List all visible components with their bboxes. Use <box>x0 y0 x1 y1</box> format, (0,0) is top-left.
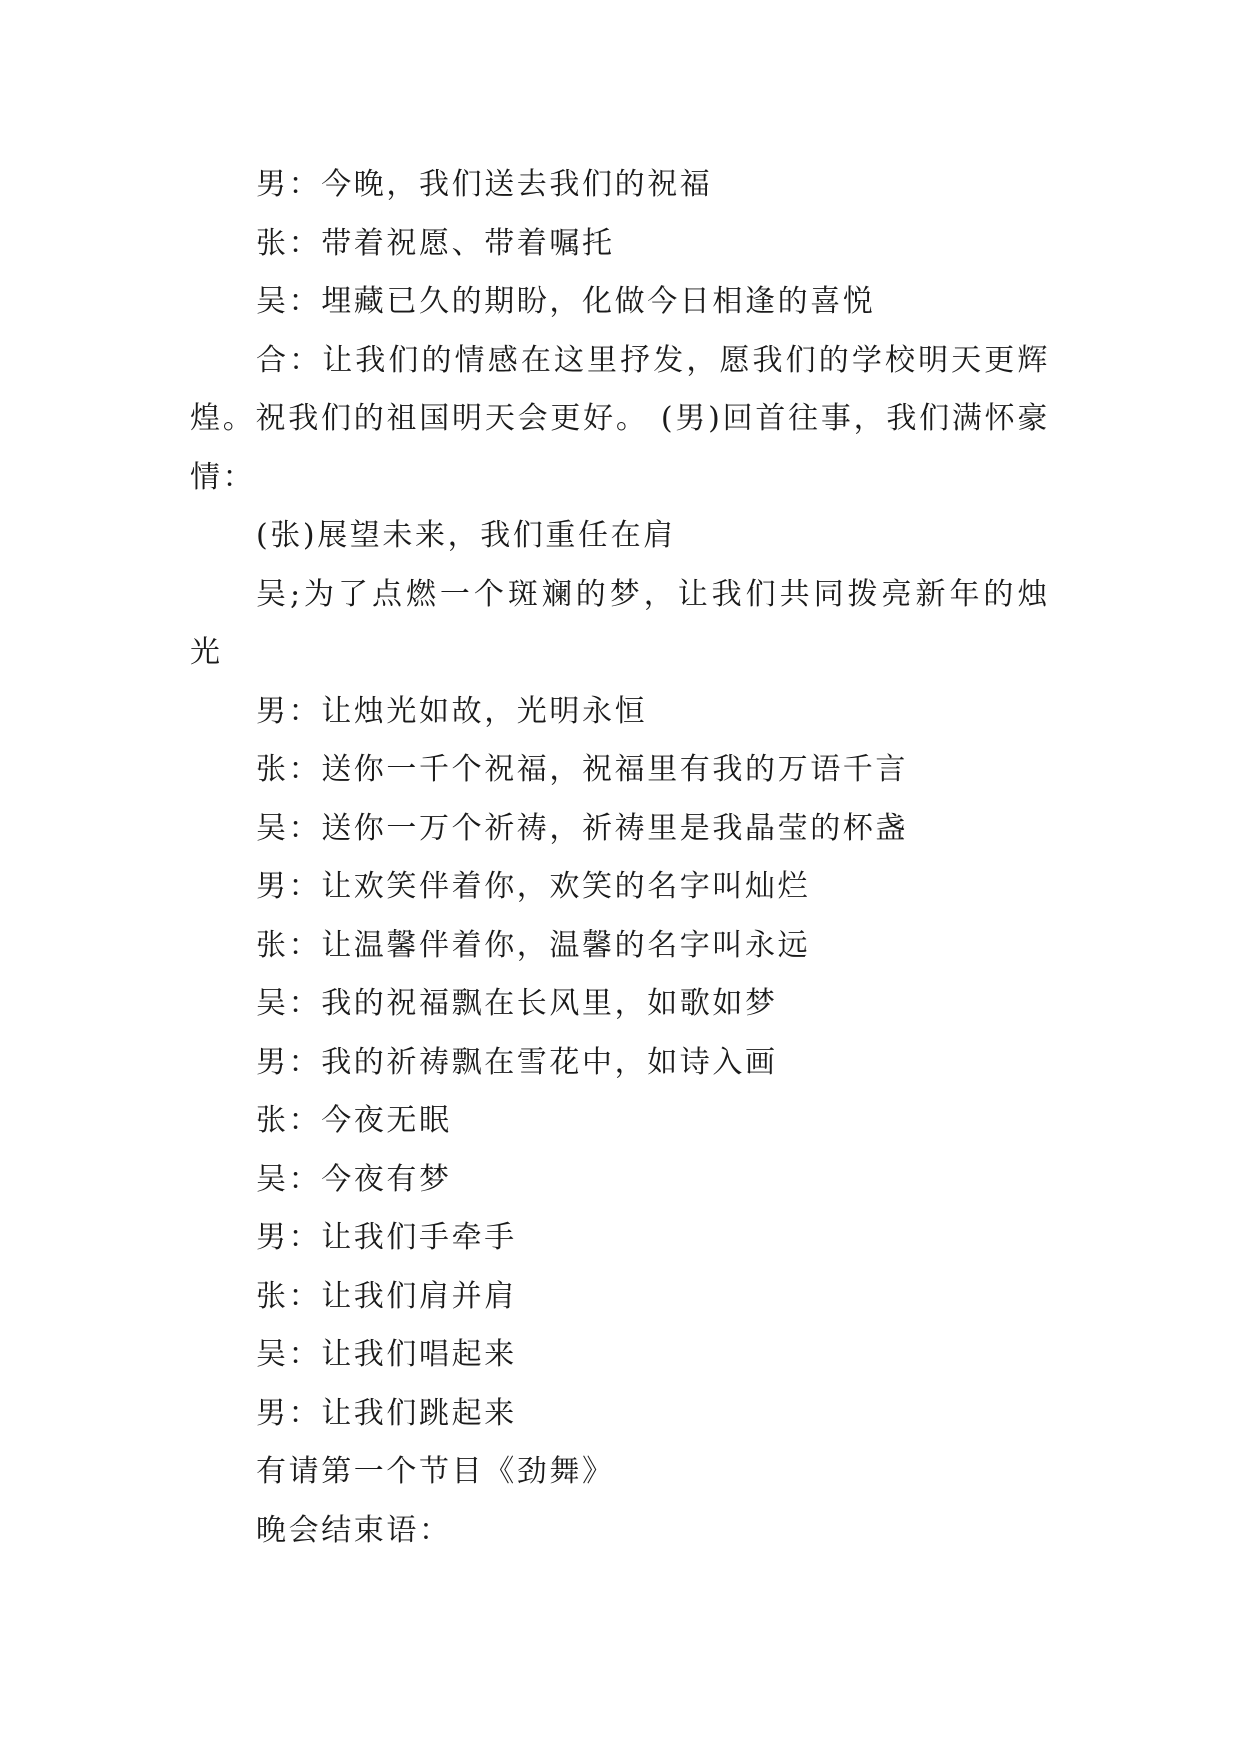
document-body <box>190 156 1050 1560</box>
paragraph: 晚会结束语： <box>256 1512 452 1548</box>
paragraph: 男：让我们手牵手 <box>256 1220 517 1255</box>
paragraph: 男：让欢笑伴着你，欢笑的名字叫灿烂 <box>256 869 811 904</box>
paragraph: 吴：埋藏已久的期盼，化做今日相逢的喜悦 <box>256 284 876 319</box>
paragraph: 男：让我们跳起来 <box>256 1395 517 1431</box>
paragraph: 张：让我们肩并肩 <box>256 1278 517 1314</box>
paragraph: 男：今晚，我们送去我们的祝福 <box>256 167 713 202</box>
paragraph: 吴：送你一万个祈祷，祈祷里是我晶莹的杯盏 <box>256 810 908 846</box>
paragraph: 男：让烛光如故，光明永恒 <box>256 693 648 729</box>
paragraph: 张：送你一千个祝福，祝福里有我的万语千言 <box>256 752 908 787</box>
paragraph: 张：今夜无眠 <box>256 1103 452 1138</box>
paragraph: 张：带着祝愿、带着嘱托 <box>256 225 615 261</box>
paragraph: 合：让我们的情感在这里抒发，愿我们的学校明天更辉煌。祝我们的祖国明天会更好。 (男)回首往事，我们满怀豪情： <box>190 342 1050 495</box>
paragraph: (张)展望未来，我们重任在肩 <box>256 518 676 553</box>
paragraph: 吴：让我们唱起来 <box>256 1337 517 1372</box>
paragraph: 男：我的祈祷飘在雪花中，如诗入画 <box>256 1044 778 1080</box>
paragraph: 有请第一个节目《劲舞》 <box>256 1454 615 1489</box>
paragraph: 吴：今夜有梦 <box>256 1161 452 1197</box>
paragraph: 吴;为了点燃一个斑斓的梦，让我们共同拨亮新年的烛光 <box>190 576 1050 670</box>
paragraph: 张：让温馨伴着你，温馨的名字叫永远 <box>256 927 811 963</box>
paragraph: 吴：我的祝福飘在长风里，如歌如梦 <box>256 986 778 1021</box>
